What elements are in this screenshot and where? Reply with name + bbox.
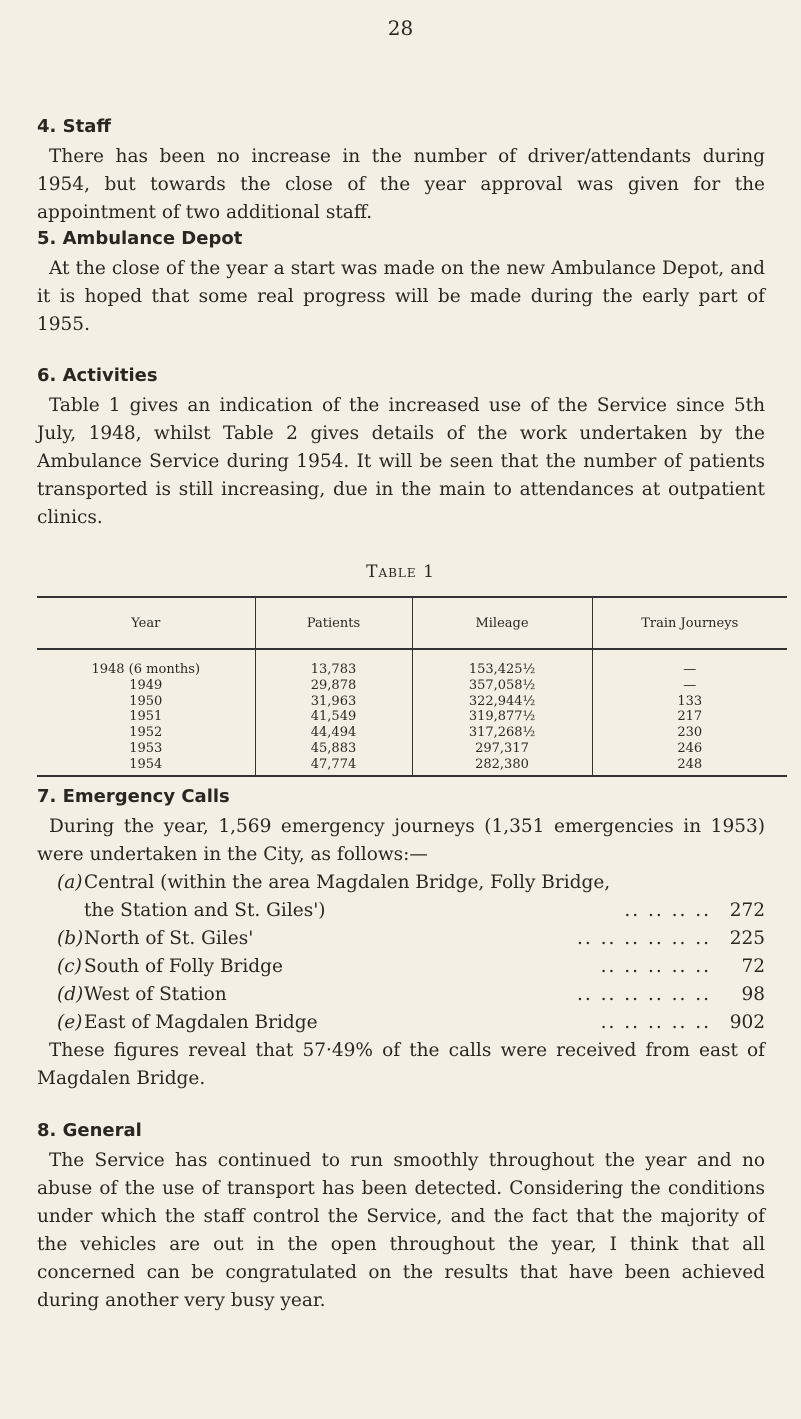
list-item [57,925,765,953]
table-cell: 44,494 [255,725,412,741]
table-cell: 1951 [129,709,163,725]
list-item [57,1009,765,1037]
section-text-emergency: During the year, 1,569 emergency journeys (1,351 emergencies in 1953) were undertaken in the City, as follows:— [37,816,765,865]
table-row [37,725,787,741]
table-cell: 153,425½ [412,649,592,678]
table-cell: 29,878 [255,678,412,694]
table-cell: 319,877½ [412,709,592,725]
table-cell: 31,963 [255,694,412,710]
header-patients: Patients [255,597,412,649]
table-cell: 357,058½ [412,678,592,694]
list-item [57,869,765,897]
table-1 [37,596,787,777]
table-cell: 1948 (6 months) [91,662,201,677]
table-cell: 317,268½ [412,725,592,741]
item-label: West of Station [84,984,227,1005]
item-value: 98 [741,984,765,1005]
table-cell: 1952 [129,725,163,741]
page-number: 28 [387,16,414,40]
section-heading-depot: 5. Ambulance Depot [37,228,243,249]
item-letter: (a) [57,872,83,893]
table-row [37,709,787,725]
item-letter: (b) [57,928,84,949]
table-cell: 1953 [129,740,163,756]
table-cell: 1949 [129,677,163,693]
item-value: 72 [741,956,765,977]
item-letter: (d) [57,984,84,1005]
table-cell: 217 [592,709,787,725]
list-item [57,953,765,981]
table-cell: 133 [592,694,787,710]
table-row [37,678,787,694]
table-cell: — [592,678,787,694]
item-label: the Station and St. Giles') [84,900,326,921]
table-title: Table 1 [366,562,435,582]
table-cell: 282,380 [412,757,592,776]
item-label: Central (within the area Magdalen Bridge, Folly Bridge, [84,872,611,893]
item-value: 902 [729,1012,765,1033]
item-label: South of Folly Bridge [84,956,283,977]
item-letter: (e) [57,1012,83,1033]
item-value: 225 [729,928,765,949]
table-cell: 248 [592,757,787,776]
table-row [37,741,787,757]
dot-leader: .. .. .. .. .. .. [577,928,711,949]
table-row [37,757,787,776]
table-cell: 322,944½ [412,694,592,710]
table-cell: 246 [592,741,787,757]
section-heading-activities: 6. Activities [37,365,158,386]
table-cell: 45,883 [255,741,412,757]
item-letter: (c) [57,956,82,977]
dot-leader: .. .. .. .. [624,900,711,921]
item-value: 272 [729,900,765,921]
dot-leader: .. .. .. .. .. [600,956,711,977]
table-cell: 1950 [129,693,163,709]
table-cell: 41,549 [255,709,412,725]
item-label: East of Magdalen Bridge [84,1012,318,1033]
header-year: Year [37,597,255,649]
list-item [57,981,765,1009]
item-label: North of St. Giles' [84,928,254,949]
emergency-summary: These figures reveal that 57·49% of the calls were received from east of Magdalen Bridge. [37,1040,765,1089]
header-train-journeys: Train Journeys [592,597,787,649]
dot-leader: .. .. .. .. .. [600,1012,711,1033]
table-cell: 13,783 [255,649,412,678]
table-cell: 230 [592,725,787,741]
section-text-general: The Service has continued to run smoothly throughout the year and no abuse of the use of transport has been detected. Considering the conditions under which the staff control the Service, and the fact that the majority of the vehicles are out in the open throughout the year, I think that all concerned can be congratulated on the results that have been achieved during another very busy year. [37,1150,765,1311]
section-text-depot: At the close of the year a start was made on the new Ambulance Depot, and it is hoped that some real progress will be made during the early part of 1955. [37,258,765,335]
table-cell: — [592,649,787,678]
section-heading-general: 8. General [37,1120,142,1141]
table-row [37,694,787,710]
emergency-list [57,869,765,1037]
list-item [57,897,765,925]
section-text-staff: There has been no increase in the number of driver/attendants during 1954, but towards the close of the year approval was given for the appointment of two additional staff. [37,146,765,223]
header-mileage: Mileage [412,597,592,649]
table-cell: 47,774 [255,757,412,776]
table-row [37,649,787,678]
section-heading-staff: 4. Staff [37,116,111,137]
section-heading-emergency: 7. Emergency Calls [37,786,230,807]
section-text-activities: Table 1 gives an indication of the increased use of the Service since 5th July, 1948, whilst Table 2 gives details of the work undertaken by the Ambulance Service during 1954. It will be seen that the number of patients transported is still increasing, due in the main to attendances at outpatient clinics. [37,395,765,528]
table-header-row [37,597,787,649]
table-cell: 297,317 [412,741,592,757]
table-cell: 1954 [129,756,163,772]
dot-leader: .. .. .. .. .. .. [577,984,711,1005]
